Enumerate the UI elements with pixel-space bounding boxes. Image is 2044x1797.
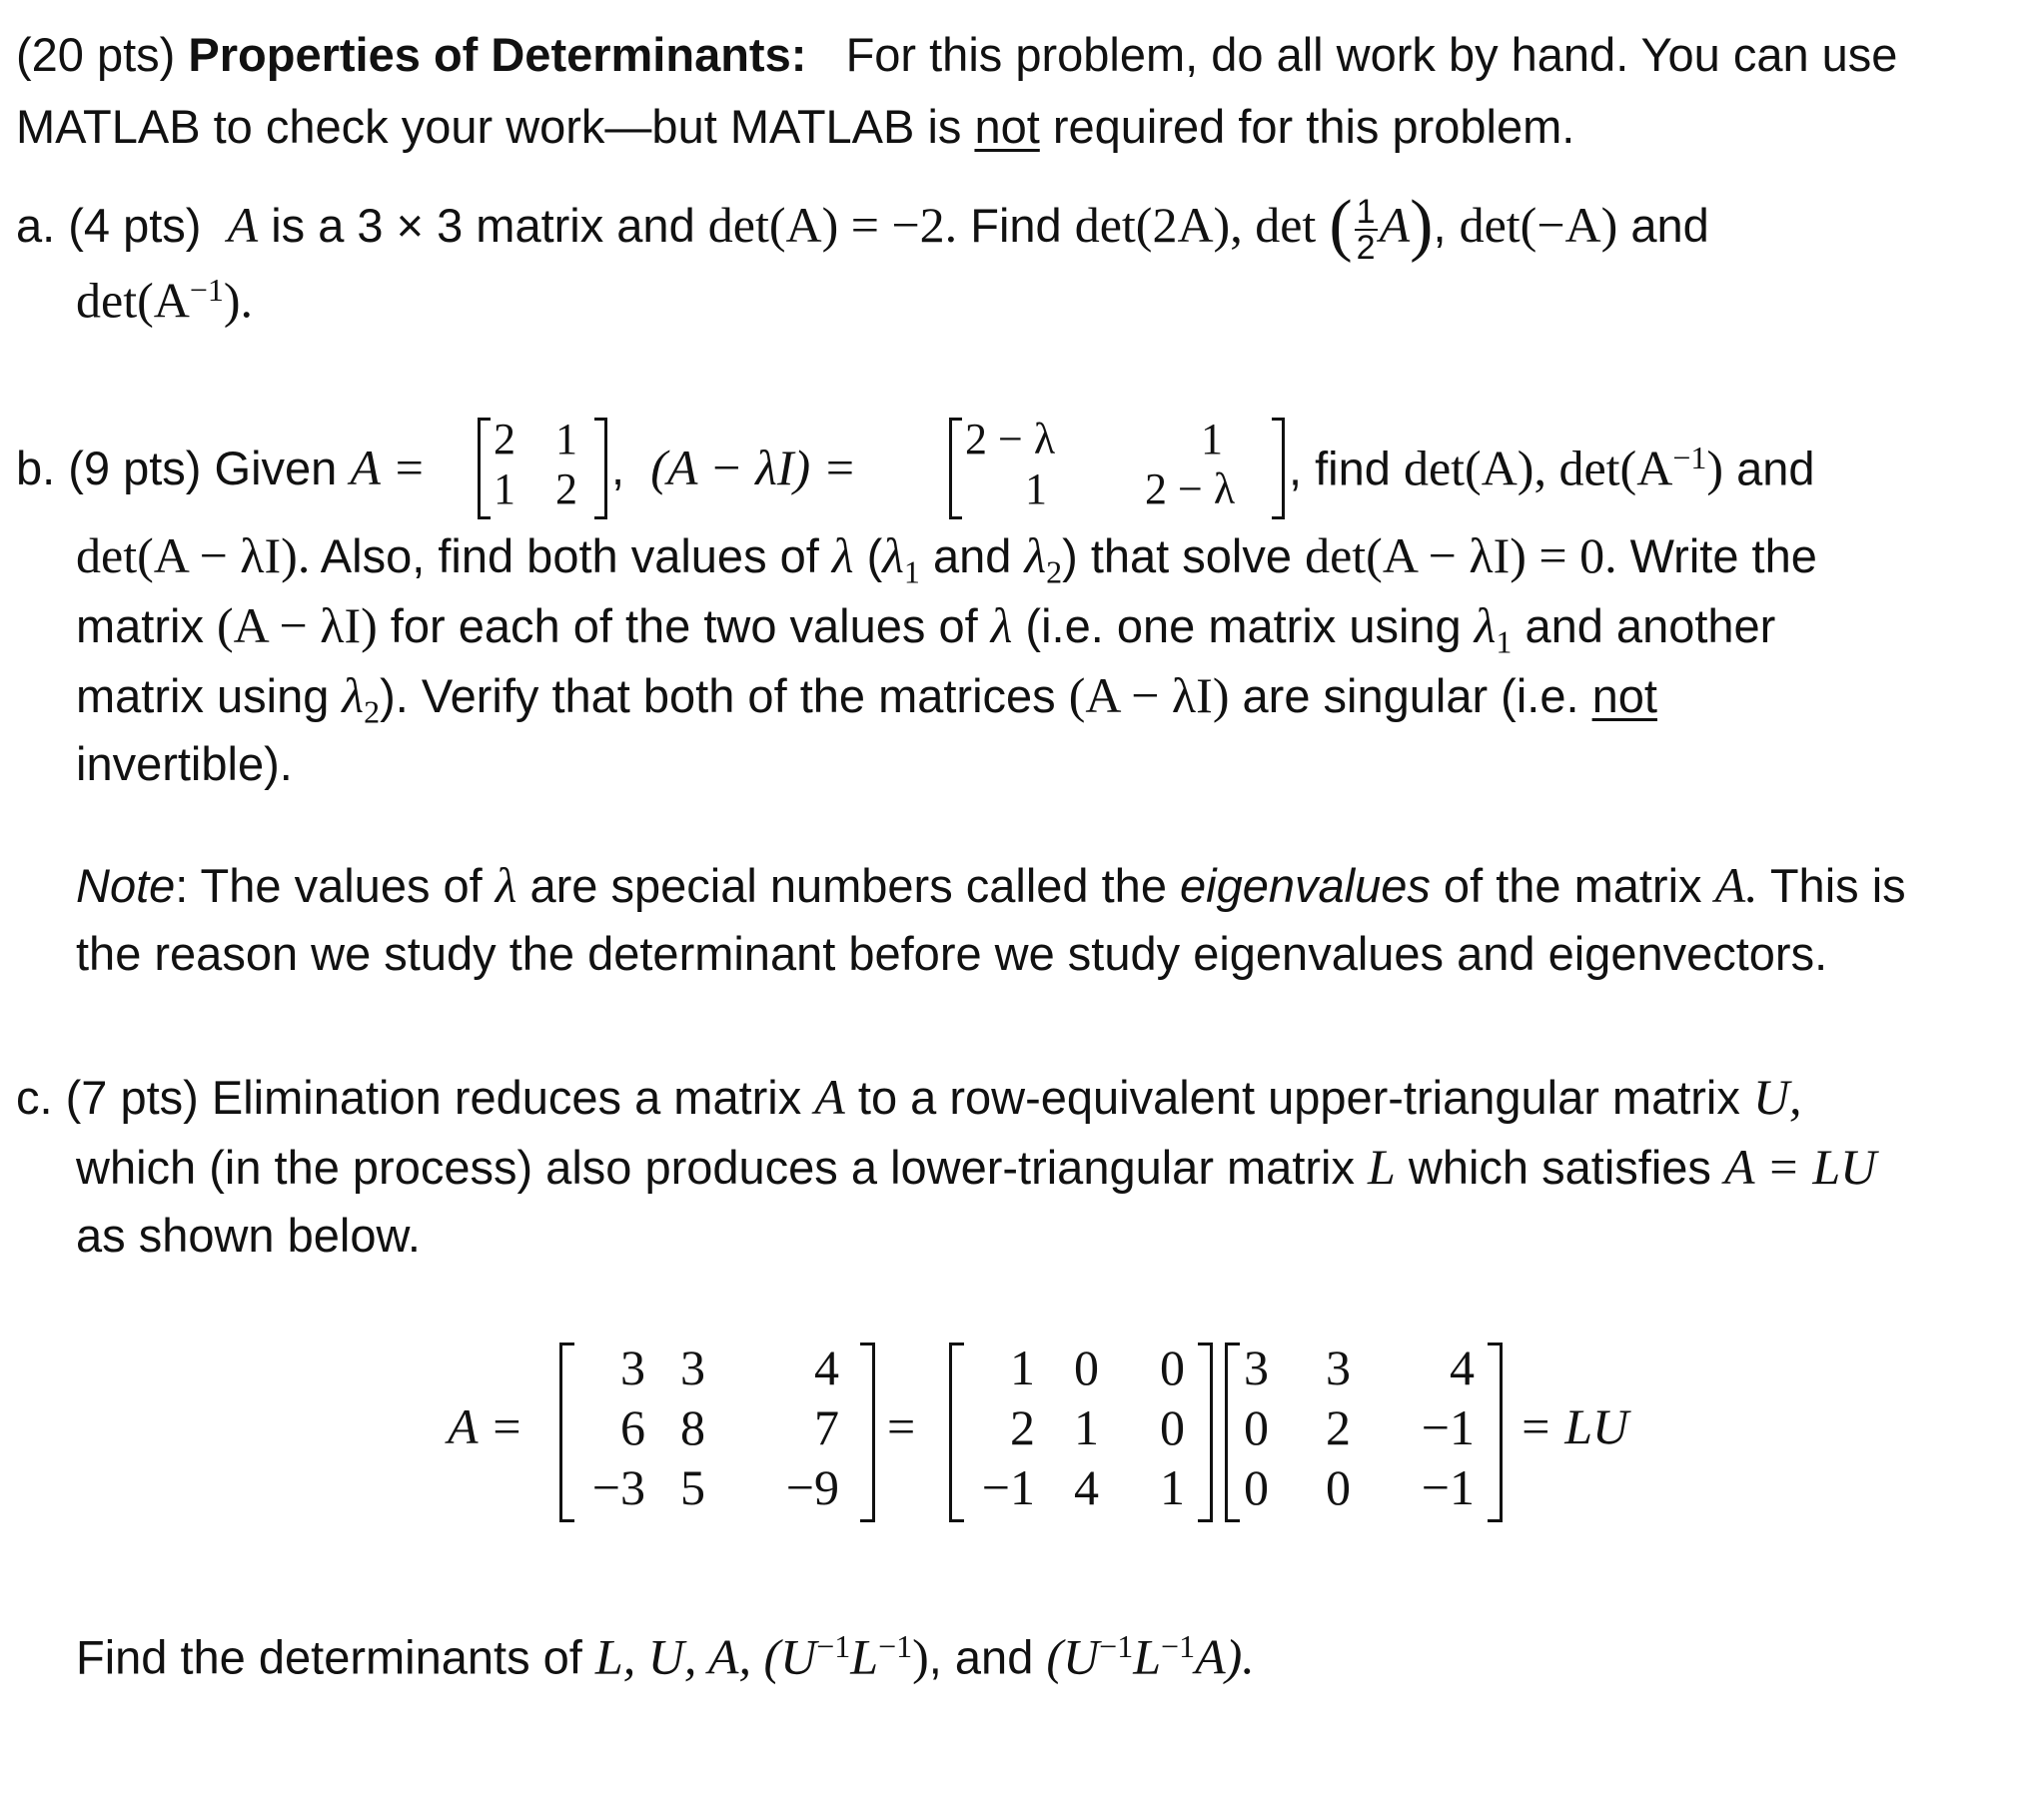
text-span: find	[1302, 442, 1404, 495]
matrix-cell: 6	[620, 1399, 645, 1455]
matrix-cell: 3	[1244, 1340, 1269, 1395]
text-span: det(A) = −2.	[707, 197, 958, 253]
text-span: ) that solve	[1062, 529, 1306, 582]
text-span: to a row-equivalent upper-triangular matrix	[844, 1071, 1753, 1124]
text-span: A =	[350, 440, 427, 495]
header-title: Properties of Determinants:	[188, 28, 807, 81]
text-span: are singular (i.e.	[1229, 669, 1592, 722]
part-b-line-1-start	[16, 440, 426, 497]
matrix-bracket	[1198, 1343, 1213, 1522]
text-span: −1	[816, 1628, 851, 1664]
matrix-A-3x3	[559, 1339, 875, 1520]
text-span: of the matrix	[1430, 859, 1715, 912]
text-span: A.	[1714, 857, 1758, 913]
text-span: for each of the two values of	[377, 599, 991, 652]
text-span: ,	[1433, 199, 1460, 252]
text-span: is a 3 × 3 matrix and	[258, 199, 708, 252]
text-span: λ	[882, 527, 904, 583]
part-c-final-line	[76, 1628, 1255, 1686]
matrix-cell: 0	[1244, 1459, 1269, 1515]
text-span: ).	[223, 272, 254, 329]
text-span: and	[919, 529, 1025, 582]
text-span: (A − λI) =	[650, 440, 857, 495]
text-span: det(A − λI).	[76, 527, 311, 583]
part-b-line-2	[76, 527, 1817, 590]
part-c-line-3: as shown below.	[76, 1209, 421, 1262]
text-span: )	[1706, 440, 1724, 496]
part-b-line-4	[76, 667, 1657, 730]
matrix-cell: 4	[1074, 1459, 1099, 1515]
part-b-line-5: invertible).	[76, 737, 293, 790]
text-span: (i.e. one matrix using	[1012, 599, 1475, 652]
note-label: Note	[76, 859, 176, 912]
text-span: , and	[928, 1630, 1047, 1684]
part-a-line-2	[76, 272, 253, 330]
part-b-line-3	[76, 597, 1775, 660]
text-span: −1	[1099, 1628, 1134, 1664]
matrix-cell: 3	[1326, 1340, 1351, 1395]
part-b-points: (9 pts)	[68, 442, 202, 494]
header-intro-line-2	[16, 100, 1574, 154]
part-c-line-1	[16, 1069, 1802, 1127]
text-span: and	[1617, 199, 1709, 252]
part-b-shift-eq	[611, 440, 856, 497]
text-span: ,	[611, 442, 625, 494]
text-span: λ	[342, 667, 365, 723]
text-span: Write the	[1616, 529, 1817, 582]
matrix-cell: 2 − λ	[965, 415, 1056, 463]
matrix-cell: 7	[814, 1399, 839, 1455]
text-span: det(A), det(A	[1403, 440, 1673, 496]
text-span: U,	[1752, 1069, 1802, 1125]
matrix-cell: −3	[591, 1459, 645, 1515]
part-a-line-1	[16, 186, 1709, 267]
text-span: Given	[201, 442, 351, 494]
matrix-cell: 0	[1160, 1399, 1185, 1455]
text-span: L	[1368, 1139, 1396, 1195]
text-span: λ	[1474, 597, 1497, 653]
matrix-cell: 2	[1326, 1399, 1351, 1455]
text-span: det(A	[76, 272, 190, 329]
text-span: −1	[878, 1628, 913, 1664]
text-span: 1	[1496, 623, 1513, 660]
matrix-bracket	[1272, 418, 1285, 519]
part-c-line-2	[76, 1139, 1876, 1197]
header-points: (20 pts)	[16, 28, 176, 81]
text-span: 2	[1046, 553, 1063, 590]
matrix-bracket	[949, 1343, 964, 1522]
matrix-cell: 0	[1326, 1459, 1351, 1515]
text-span: (A − λI)	[1068, 667, 1230, 723]
matrix-cell: 2	[555, 464, 577, 513]
text-span: (A − λI)	[217, 597, 378, 653]
text-span: L, U, A, (U	[594, 1628, 817, 1685]
matrix-cell: 1	[494, 464, 515, 513]
matrix-bracket	[949, 418, 962, 519]
text-span: required for this problem.	[1039, 100, 1575, 153]
lu-equals-LU: = LU	[1519, 1398, 1629, 1454]
text-span: 1	[903, 553, 920, 590]
text-span: ,	[1289, 442, 1303, 495]
text-span: det(−A)	[1459, 197, 1618, 253]
text-span: Also, find both values of	[310, 529, 832, 582]
matrix-cell: 2 − λ	[1145, 464, 1236, 513]
matrix-bracket	[594, 418, 607, 519]
part-c-label: c.	[16, 1071, 53, 1124]
text-span: −1	[1161, 1628, 1196, 1664]
text-span: Find	[957, 199, 1075, 252]
text-span: L	[1133, 1628, 1162, 1685]
matrix-bracket	[1225, 1343, 1240, 1522]
text-span: L	[850, 1628, 879, 1685]
text-span: and another	[1512, 599, 1776, 652]
text-span: λ	[495, 857, 517, 913]
note-line-1	[76, 857, 1906, 915]
parenthesis: )	[1410, 187, 1434, 264]
matrix-cell: 4	[1450, 1340, 1475, 1395]
matrix-U-3x3	[1225, 1339, 1503, 1520]
text-span: A	[1379, 197, 1411, 253]
text-span: Elimination reduces a matrix	[198, 1071, 815, 1124]
text-span: 2	[1356, 228, 1376, 267]
text-span: A	[227, 197, 259, 253]
text-span: MATLAB to check your work—but MATLAB is	[16, 100, 975, 153]
matrix-cell: −1	[1421, 1459, 1475, 1515]
text-span: det(A − λI) = 0.	[1305, 527, 1617, 583]
text-span: 1	[1356, 192, 1376, 231]
emphasis-not: not	[974, 100, 1040, 153]
note-line-2: the reason we study the determinant before we study eigenvalues and eigenvectors.	[76, 927, 1828, 980]
matrix-A-2x2	[478, 414, 607, 517]
matrix-cell: −9	[785, 1459, 839, 1515]
matrix-cell: 2	[494, 415, 515, 463]
text-span: λ	[831, 527, 854, 583]
matrix-cell: 3	[680, 1340, 705, 1395]
matrix-cell: 1	[1010, 1340, 1035, 1395]
emphasis-not: not	[1591, 669, 1657, 722]
matrix-bracket	[1488, 1343, 1503, 1522]
part-c-points: (7 pts)	[65, 1071, 199, 1124]
matrix-cell: 8	[680, 1399, 705, 1455]
text-span: )	[912, 1628, 929, 1685]
text-span: (U	[1046, 1628, 1100, 1685]
matrix-A-minus-lambda-I	[949, 414, 1285, 517]
part-b-line-1-end	[1289, 440, 1815, 497]
matrix-cell: 1	[1160, 1459, 1185, 1515]
matrix-cell: 1	[1074, 1399, 1099, 1455]
matrix-cell: 1	[555, 415, 577, 463]
text-span: det(2A), det	[1074, 197, 1317, 253]
text-span: (	[853, 529, 883, 582]
text-span: A = LU	[1723, 1139, 1877, 1195]
text-span: λ	[990, 597, 1013, 653]
text-span: A	[814, 1069, 845, 1125]
matrix-cell: 1	[1201, 415, 1223, 463]
text-span: −1	[189, 272, 224, 308]
part-a-points: (4 pts)	[68, 199, 202, 252]
matrix-cell: 2	[1010, 1399, 1035, 1455]
text-span: A =	[448, 1398, 523, 1454]
parenthesis: (	[1329, 187, 1353, 264]
matrix-cell: 5	[680, 1459, 705, 1515]
matrix-L-3x3	[949, 1339, 1213, 1520]
matrix-cell: 1	[1025, 464, 1047, 513]
text-span: eigenvalues	[1180, 859, 1431, 912]
lu-A-equals	[448, 1398, 523, 1456]
matrix-cell: 0	[1160, 1340, 1185, 1395]
fraction-one-half	[1355, 192, 1378, 267]
text-span: A).	[1195, 1628, 1255, 1685]
part-a-label: a.	[16, 199, 56, 252]
text-span: Find the determinants of	[76, 1630, 595, 1684]
text-span: are special numbers called the	[516, 859, 1181, 912]
text-span: −1	[1672, 440, 1707, 475]
text-span: : The values of	[175, 859, 496, 912]
matrix-cell: −1	[1421, 1399, 1475, 1455]
matrix-bracket	[559, 1343, 574, 1522]
text-span: matrix using	[76, 669, 343, 722]
text-span: which satisfies	[1395, 1141, 1724, 1194]
matrix-cell: 3	[620, 1340, 645, 1395]
matrix-bracket	[478, 418, 491, 519]
lu-equals-sign: =	[887, 1398, 916, 1454]
problem-header	[16, 28, 1897, 82]
part-b-label: b.	[16, 442, 56, 494]
text-span: λ	[1024, 527, 1047, 583]
matrix-cell: 0	[1074, 1340, 1099, 1395]
matrix-bracket	[860, 1343, 875, 1522]
matrix-cell: 0	[1244, 1399, 1269, 1455]
text-span: and	[1723, 442, 1815, 495]
text-span: ). Verify that both of the matrices	[380, 669, 1069, 722]
text-span: matrix	[76, 599, 217, 652]
header-intro-1: For this problem, do all work by hand. You can use	[845, 28, 1898, 81]
text-span: This is	[1757, 859, 1906, 912]
matrix-cell: 4	[814, 1340, 839, 1395]
text-span: which (in the process) also produces a lower-triangular matrix	[76, 1141, 1369, 1194]
text-span: 2	[364, 693, 381, 730]
matrix-cell: −1	[981, 1459, 1035, 1515]
